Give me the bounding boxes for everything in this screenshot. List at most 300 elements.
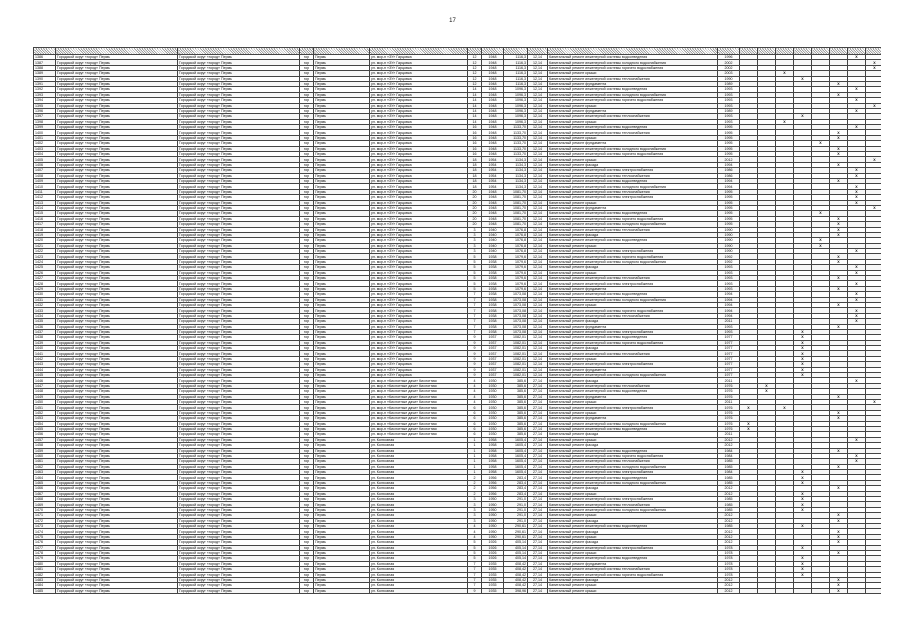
settlement-type-cell: гор [300, 583, 314, 588]
house-number-cell: 5 [468, 286, 482, 291]
mark-cell: X [794, 502, 812, 507]
tariff-cell: 12,14 [528, 189, 548, 194]
last-repair-year-cell: 1993 [718, 87, 740, 92]
tariff-cell: 12,14 [528, 232, 548, 237]
work-type-cell: Капитальный ремонт инженерной системы холодного водоснабжения [548, 222, 718, 227]
mark-cell: X [794, 497, 812, 502]
city-cell: Пермь [314, 340, 370, 345]
build-year-cell: 1948 [482, 222, 504, 227]
settlement-type-cell: гор [300, 367, 314, 372]
build-year-cell: 1938 [482, 308, 504, 313]
build-year-cell: 1950 [482, 518, 504, 523]
row-id-cell: 1424 [34, 259, 56, 264]
area-cell: 1134,3 [504, 173, 528, 178]
last-repair-year-cell: 1993 [718, 119, 740, 124]
build-year-cell: 1956 [482, 486, 504, 491]
build-year-cell: 1937 [482, 356, 504, 361]
house-number-cell: 1 [468, 443, 482, 448]
house-number-cell: 16 [468, 125, 482, 130]
settlement-type-cell: гор [300, 448, 314, 453]
municipality-cell: Городской округ «город» Пермь [178, 588, 300, 593]
street-cell: ул. мкр-н «ЗУ» Гарцовка [370, 71, 468, 76]
street-cell: ул. мкр-н «ЗУ» Гарцовка [370, 173, 468, 178]
municipality-cell: Городской округ «город» Пермь [178, 550, 300, 555]
build-year-cell: 1954 [482, 162, 504, 167]
municipality-cell: Городской округ «город» Пермь [178, 286, 300, 291]
house-number-cell: 2 [468, 480, 482, 485]
mark-cell [758, 588, 776, 593]
mark-cell: X [866, 60, 882, 65]
municipality-cell: Городской округ «город» Пермь [178, 351, 300, 356]
house-number-cell: 4 [468, 378, 482, 383]
house-number-cell: 9 [468, 340, 482, 345]
mark-cell: X [830, 130, 848, 135]
last-repair-year-cell: 2002 [718, 65, 740, 70]
region-cell: Городской округ «город» Пермь [56, 502, 178, 507]
municipality-cell: Городской округ «город» Пермь [178, 65, 300, 70]
row-id-cell: 1447 [34, 383, 56, 388]
build-year-cell: 1938 [482, 265, 504, 270]
tariff-cell: 27,14 [528, 550, 548, 555]
settlement-type-cell: гор [300, 195, 314, 200]
area-cell: 1076,8 [504, 238, 528, 243]
tariff-cell: 12,14 [528, 276, 548, 281]
work-type-cell: Капитальный ремонт инженерной системы теплоснабжения [548, 276, 718, 281]
city-cell: Пермь [314, 281, 370, 286]
municipality-cell: Городской округ «город» Пермь [178, 518, 300, 523]
work-type-cell: Капитальный ремонт крыши [548, 71, 718, 76]
last-repair-year-cell: 1993 [718, 265, 740, 270]
settlement-type-cell: гор [300, 416, 314, 421]
house-number-cell: 3 [468, 507, 482, 512]
mark-cell: X [830, 550, 848, 555]
mark-cell: X [848, 173, 866, 178]
work-type-cell: Капитальный ремонт инженерной системы электроснабжения [548, 168, 718, 173]
mark-cell: X [848, 308, 866, 313]
house-number-cell: 4 [468, 400, 482, 405]
row-id-cell: 1465 [34, 480, 56, 485]
row-id-cell: 1408 [34, 173, 56, 178]
house-number-cell: 1 [468, 453, 482, 458]
region-cell: Городской округ «город» Пермь [56, 60, 178, 65]
municipality-cell: Городской округ «город» Пермь [178, 200, 300, 205]
region-cell: Городской округ «город» Пермь [56, 141, 178, 146]
tariff-cell: 12,14 [528, 157, 548, 162]
municipality-cell: Городской округ «город» Пермь [178, 232, 300, 237]
region-cell: Городской округ «город» Пермь [56, 157, 178, 162]
city-cell: Пермь [314, 173, 370, 178]
house-number-cell: 12 [468, 55, 482, 60]
city-cell: Пермь [314, 65, 370, 70]
municipality-cell: Городской округ «город» Пермь [178, 486, 300, 491]
city-cell: Пермь [314, 200, 370, 205]
area-cell: 1134,3 [504, 184, 528, 189]
tariff-cell: 12,14 [528, 92, 548, 97]
street-cell: ул. мкр-н «ЗУ» Гарцовка [370, 125, 468, 130]
city-cell: Пермь [314, 367, 370, 372]
last-repair-year-cell: 1993 [718, 276, 740, 281]
tariff-cell: 12,14 [528, 249, 548, 254]
mark-cell: X [848, 378, 866, 383]
work-type-cell: Капитальный ремонт инженерной системы водоотведения [548, 556, 718, 561]
municipality-cell: Городской округ «город» Пермь [178, 216, 300, 221]
region-cell: Городской округ «город» Пермь [56, 356, 178, 361]
city-cell: Пермь [314, 232, 370, 237]
mark-cell: X [812, 141, 830, 146]
tariff-cell: 27,14 [528, 529, 548, 534]
settlement-type-cell: гор [300, 540, 314, 545]
mark-cell: X [758, 383, 776, 388]
area-cell: 1076,8 [504, 243, 528, 248]
settlement-type-cell: гор [300, 351, 314, 356]
mark-cell: X [830, 152, 848, 157]
mark-cell: X [830, 276, 848, 281]
municipality-cell: Городской округ «город» Пермь [178, 432, 300, 437]
street-cell: ул. мкр-н «ЗУ» Гарцовка [370, 60, 468, 65]
build-year-cell: 1956 [482, 480, 504, 485]
last-repair-year-cell: 1990 [718, 249, 740, 254]
settlement-type-cell: гор [300, 152, 314, 157]
build-year-cell: 1948 [482, 92, 504, 97]
region-cell: Городской округ «город» Пермь [56, 346, 178, 351]
settlement-type-cell: гор [300, 405, 314, 410]
row-id-cell: 1438 [34, 335, 56, 340]
mark-cell [848, 588, 866, 593]
street-cell: ул. мкр-н «ЗУ» Гарцовка [370, 265, 468, 270]
last-repair-year-cell: 1995 [718, 195, 740, 200]
area-cell: 291,0 [504, 513, 528, 518]
work-type-cell: Капитальный ремонт инженерной системы электроснабжения [548, 470, 718, 475]
row-id-cell: 1451 [34, 405, 56, 410]
area-cell: 385,6 [504, 400, 528, 405]
region-cell: Городской округ «город» Пермь [56, 81, 178, 86]
work-type-cell: Капитальный ремонт фундамента [548, 205, 718, 210]
region-cell: Городской округ «город» Пермь [56, 340, 178, 345]
area-cell: 408,42 [504, 567, 528, 572]
build-year-cell: 1950 [482, 523, 504, 528]
house-number-cell: 12 [468, 76, 482, 81]
last-repair-year-cell: 1994 [718, 313, 740, 318]
mark-cell: X [776, 119, 794, 124]
settlement-type-cell: гор [300, 254, 314, 259]
municipality-cell: Городской округ «город» Пермь [178, 292, 300, 297]
street-cell: ул. мкр-н «ЗУ» Гарцовка [370, 114, 468, 119]
row-id-cell: 1464 [34, 475, 56, 480]
street-cell: ул. мкр-н «Кислотные дачи» Кислотная [370, 383, 468, 388]
region-cell: Городской округ «город» Пермь [56, 87, 178, 92]
settlement-type-cell: гор [300, 400, 314, 405]
street-cell: ул. мкр-н «ЗУ» Гарцовка [370, 297, 468, 302]
settlement-type-cell: гор [300, 200, 314, 205]
street-cell: ул. мкр-н «ЗУ» Гарцовка [370, 249, 468, 254]
last-repair-year-cell: 1985 [718, 475, 740, 480]
street-cell: ул. Колхозная [370, 556, 468, 561]
work-type-cell: Капитальный ремонт фундамента [548, 286, 718, 291]
street-cell: ул. мкр-н «ЗУ» Гарцовка [370, 313, 468, 318]
area-cell: 1116,3 [504, 76, 528, 81]
area-cell: 1082,01 [504, 373, 528, 378]
last-repair-year-cell: 2003 [718, 71, 740, 76]
region-cell: Городской округ «город» Пермь [56, 378, 178, 383]
house-number-cell: 3 [468, 502, 482, 507]
house-number-cell: 5 [468, 550, 482, 555]
table-row [34, 588, 882, 593]
municipality-cell: Городской округ «город» Пермь [178, 507, 300, 512]
last-repair-year-cell: 1993 [718, 329, 740, 334]
area-cell: 1076,8 [504, 249, 528, 254]
area-cell: 408,42 [504, 561, 528, 566]
tariff-cell: 27,14 [528, 518, 548, 523]
house-number-cell: 4 [468, 389, 482, 394]
street-cell: ул. мкр-н «ЗУ» Гарцовка [370, 189, 468, 194]
settlement-type-cell: гор [300, 65, 314, 70]
mark-cell: X [794, 567, 812, 572]
row-id-cell: 1395 [34, 103, 56, 108]
mark-cell: X [830, 162, 848, 167]
row-id-cell: 1421 [34, 243, 56, 248]
tariff-cell: 12,14 [528, 98, 548, 103]
work-type-cell: Капитальный ремонт инженерной системы холодного водоснабжения [548, 421, 718, 426]
area-cell: 1133,70 [504, 152, 528, 157]
last-repair-year-cell: 1984 [718, 470, 740, 475]
work-type-cell: Капитальный ремонт инженерной системы электроснабжения [548, 545, 718, 550]
mark-cell: X [866, 205, 882, 210]
street-cell: ул. мкр-н «ЗУ» Гарцовка [370, 184, 468, 189]
region-cell: Городской округ «город» Пермь [56, 168, 178, 173]
row-id-cell: 1402 [34, 141, 56, 146]
row-id-cell: 1398 [34, 119, 56, 124]
last-repair-year-cell: 1996 [718, 55, 740, 60]
area-cell: 385,6 [504, 383, 528, 388]
work-type-cell: Капитальный ремонт инженерной системы электроснабжения [548, 362, 718, 367]
tariff-cell: 12,14 [528, 146, 548, 151]
region-cell: Городской округ «город» Пермь [56, 178, 178, 183]
row-id-cell: 1419 [34, 232, 56, 237]
street-cell: ул. Колхозная [370, 443, 468, 448]
region-cell: Городской округ «город» Пермь [56, 464, 178, 469]
mark-cell: X [830, 135, 848, 140]
last-repair-year-cell: 2012 [718, 518, 740, 523]
mark-cell: X [812, 238, 830, 243]
region-cell: Городской округ «город» Пермь [56, 410, 178, 415]
tariff-cell: 12,14 [528, 205, 548, 210]
build-year-cell: 1938 [482, 319, 504, 324]
work-type-cell: Капитальный ремонт крыши [548, 356, 718, 361]
row-id-cell: 1453 [34, 416, 56, 421]
tariff-cell: 12,14 [528, 313, 548, 318]
house-number-cell: 9 [468, 335, 482, 340]
street-cell: ул. мкр-н «ЗУ» Гарцовка [370, 76, 468, 81]
build-year-cell: 1937 [482, 373, 504, 378]
region-cell: Городской округ «город» Пермь [56, 302, 178, 307]
city-cell: Пермь [314, 545, 370, 550]
street-cell: ул. мкр-н «Кислотные дачи» Кислотная [370, 378, 468, 383]
build-year-cell: 1948 [482, 114, 504, 119]
tariff-cell: 12,14 [528, 238, 548, 243]
build-year-cell: 1938 [482, 329, 504, 334]
row-id-cell: 1452 [34, 410, 56, 415]
settlement-type-cell: гор [300, 205, 314, 210]
work-type-cell: Капитальный ремонт инженерной системы теплоснабжения [548, 567, 718, 572]
city-cell: Пермь [314, 313, 370, 318]
mark-cell: X [866, 157, 882, 162]
mark-cell: X [848, 195, 866, 200]
house-number-cell: 7 [468, 297, 482, 302]
street-cell: ул. Колхозная [370, 588, 468, 593]
work-type-cell: Капитальный ремонт инженерной системы теплоснабжения [548, 76, 718, 81]
settlement-type-cell: гор [300, 534, 314, 539]
row-id-cell: 1462 [34, 464, 56, 469]
last-repair-year-cell: 1989 [718, 81, 740, 86]
build-year-cell: 1948 [482, 87, 504, 92]
row-id-cell: 1480 [34, 561, 56, 566]
city-cell: Пермь [314, 502, 370, 507]
street-cell: ул. мкр-н «ЗУ» Гарцовка [370, 373, 468, 378]
settlement-type-cell: гор [300, 523, 314, 528]
area-cell: 1081,70 [504, 195, 528, 200]
row-id-cell: 1471 [34, 513, 56, 518]
municipality-cell: Городской округ «город» Пермь [178, 583, 300, 588]
region-cell: Городской округ «город» Пермь [56, 184, 178, 189]
last-repair-year-cell: 1978 [718, 550, 740, 555]
municipality-cell: Городской округ «город» Пермь [178, 346, 300, 351]
mark-cell: X [830, 534, 848, 539]
municipality-cell: Городской округ «город» Пермь [178, 502, 300, 507]
register-sheet [33, 47, 881, 629]
settlement-type-cell: гор [300, 216, 314, 221]
tariff-cell: 12,14 [528, 346, 548, 351]
row-id-cell: 1393 [34, 92, 56, 97]
city-cell: Пермь [314, 238, 370, 243]
build-year-cell: 1926 [482, 550, 504, 555]
last-repair-year-cell: 1989 [718, 108, 740, 113]
tariff-cell: 12,14 [528, 340, 548, 345]
tariff-cell: 27,14 [528, 577, 548, 582]
header-cell [504, 48, 528, 55]
row-id-cell: 1400 [34, 130, 56, 135]
house-number-cell: 5 [468, 259, 482, 264]
area-cell: 1079,6 [504, 276, 528, 281]
house-number-cell: 14 [468, 108, 482, 113]
region-cell: Городской округ «город» Пермь [56, 470, 178, 475]
build-year-cell: 1935 [482, 567, 504, 572]
street-cell: ул. мкр-н «ЗУ» Гарцовка [370, 168, 468, 173]
settlement-type-cell: гор [300, 270, 314, 275]
house-number-cell: 14 [468, 114, 482, 119]
settlement-type-cell: гор [300, 346, 314, 351]
mark-cell: X [848, 265, 866, 270]
house-number-cell: 1 [468, 464, 482, 469]
work-type-cell: Капитальный ремонт инженерной системы теплоснабжения [548, 383, 718, 388]
settlement-type-cell: гор [300, 157, 314, 162]
municipality-cell: Городской округ «город» Пермь [178, 443, 300, 448]
region-cell: Городской округ «город» Пермь [56, 265, 178, 270]
region-cell: Городской округ «город» Пермь [56, 561, 178, 566]
settlement-type-cell: гор [300, 76, 314, 81]
street-cell: ул. Колхозная [370, 513, 468, 518]
region-cell: Городской округ «город» Пермь [56, 534, 178, 539]
mark-cell: X [830, 486, 848, 491]
region-cell: Городской округ «город» Пермь [56, 453, 178, 458]
tariff-cell: 27,14 [528, 443, 548, 448]
settlement-type-cell: гор [300, 259, 314, 264]
region-cell: Городской округ «город» Пермь [56, 513, 178, 518]
row-id-cell: 1417 [34, 222, 56, 227]
last-repair-year-cell: 1995 [718, 141, 740, 146]
city-cell: Пермь [314, 335, 370, 340]
last-repair-year-cell: 1990 [718, 243, 740, 248]
municipality-cell: Городской округ «город» Пермь [178, 556, 300, 561]
area-cell: 1134,3 [504, 178, 528, 183]
street-cell: ул. мкр-н «ЗУ» Гарцовка [370, 292, 468, 297]
area-cell: 385,6 [504, 394, 528, 399]
build-year-cell: 1958 [482, 437, 504, 442]
city-cell: Пермь [314, 394, 370, 399]
build-year-cell: 1926 [482, 556, 504, 561]
work-type-cell: Капитальный ремонт инженерной системы электроснабжения [548, 249, 718, 254]
city-cell: Пермь [314, 98, 370, 103]
last-repair-year-cell: 2012 [718, 540, 740, 545]
city-cell: Пермь [314, 216, 370, 221]
header-cell [56, 48, 178, 55]
build-year-cell: 1940 [482, 232, 504, 237]
region-cell: Городской округ «город» Пермь [56, 329, 178, 334]
house-number-cell: 5 [468, 545, 482, 550]
city-cell: Пермь [314, 534, 370, 539]
settlement-type-cell: гор [300, 87, 314, 92]
work-type-cell: Капитальный ремонт инженерной системы водоотведения [548, 178, 718, 183]
area-cell: 1079,6 [504, 265, 528, 270]
city-cell: Пермь [314, 297, 370, 302]
mark-cell: X [848, 437, 866, 442]
region-cell: Городской округ «город» Пермь [56, 205, 178, 210]
last-repair-year-cell: 2011 [718, 400, 740, 405]
municipality-cell: Городской округ «город» Пермь [178, 464, 300, 469]
last-repair-year-cell: 1978 [718, 556, 740, 561]
mark-cell: X [758, 389, 776, 394]
row-id-cell: 1466 [34, 486, 56, 491]
tariff-cell: 12,14 [528, 103, 548, 108]
house-number-cell: 18 [468, 173, 482, 178]
build-year-cell: 1930 [482, 394, 504, 399]
row-id-cell: 1483 [34, 577, 56, 582]
city-cell: Пермь [314, 518, 370, 523]
row-id-cell: 1431 [34, 297, 56, 302]
street-cell: ул. Колхозная [370, 491, 468, 496]
house-number-cell: 18 [468, 157, 482, 162]
municipality-cell: Городской округ «город» Пермь [178, 205, 300, 210]
street-cell: ул. мкр-н «ЗУ» Гарцовка [370, 351, 468, 356]
municipality-cell: Городской округ «город» Пермь [178, 270, 300, 275]
tariff-cell: 27,14 [528, 567, 548, 572]
build-year-cell: 1938 [482, 270, 504, 275]
tariff-cell: 12,14 [528, 211, 548, 216]
row-id-cell: 1427 [34, 276, 56, 281]
last-repair-year-cell: 1976 [718, 416, 740, 421]
row-id-cell: 1396 [34, 108, 56, 113]
row-id-cell: 1412 [34, 195, 56, 200]
mark-cell: X [830, 588, 848, 593]
last-repair-year-cell: 2011 [718, 319, 740, 324]
settlement-type-cell: гор [300, 588, 314, 593]
row-id-cell: 1389 [34, 71, 56, 76]
build-year-cell: 1956 [482, 491, 504, 496]
area-cell: 405,14 [504, 545, 528, 550]
house-number-cell: 16 [468, 146, 482, 151]
city-cell: Пермь [314, 486, 370, 491]
last-repair-year-cell: 1985 [718, 523, 740, 528]
work-type-cell: Капитальный ремонт крыши [548, 410, 718, 415]
